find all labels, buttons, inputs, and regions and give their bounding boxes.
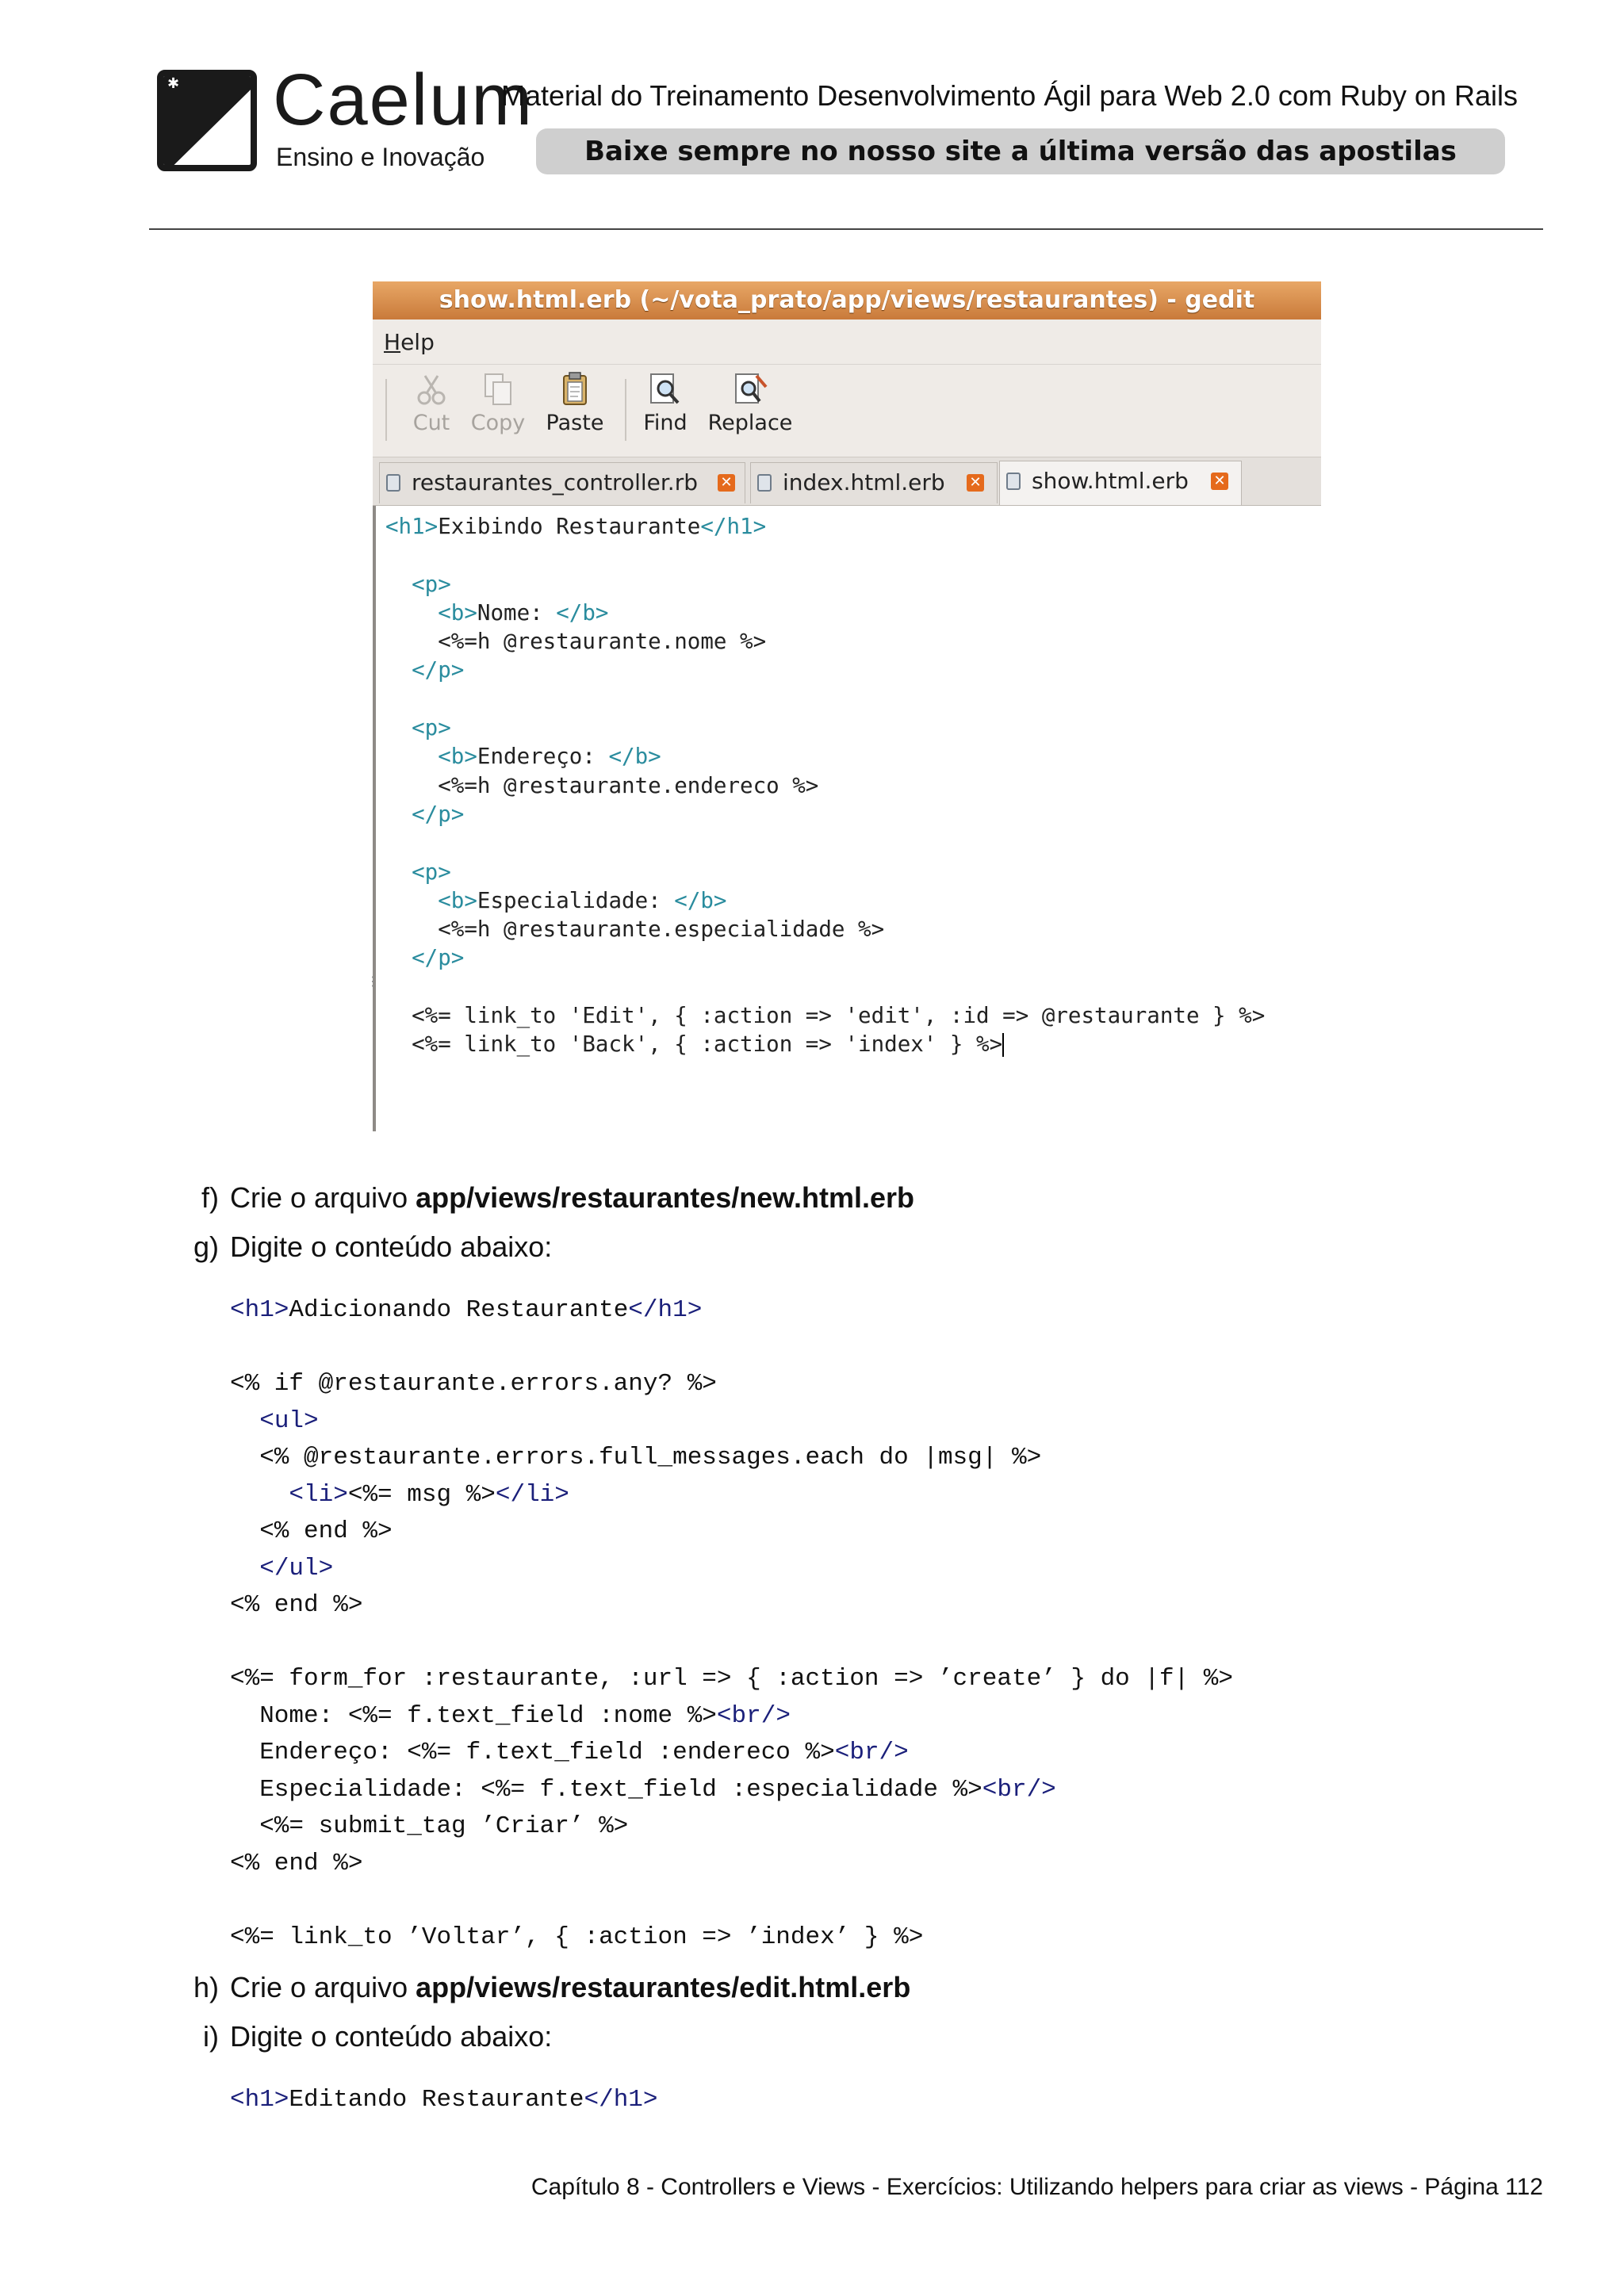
code-line: </p> <box>412 945 465 971</box>
code-block-new <box>230 1292 1233 1956</box>
editor-code <box>385 512 1265 1059</box>
code-line: <b>Endereço: </b> <box>438 744 661 770</box>
tab-label: restaurantes_controller.rb <box>412 469 698 496</box>
step-i-marker: i) <box>203 2020 219 2053</box>
step-f-marker: f) <box>201 1181 219 1214</box>
document-icon <box>757 474 772 492</box>
find-label: Find <box>643 411 688 435</box>
code-line: Nome: <%= f.text_field :nome %><br/> <box>230 1701 791 1730</box>
tab-label: index.html.erb <box>783 469 945 496</box>
code-line: <ul> <box>259 1406 319 1435</box>
document-icon <box>1006 473 1021 490</box>
copy-icon <box>481 371 515 408</box>
code-line: <%=h @restaurante.especialidade %> <box>385 916 885 943</box>
code-line: <p> <box>412 715 451 741</box>
step-f-text <box>230 1181 914 1215</box>
code-line: <p> <box>412 571 451 597</box>
code-line: <p> <box>412 859 451 885</box>
replace-icon <box>733 371 768 408</box>
step-h-text <box>230 1971 910 2004</box>
code-line: <h1>Editando Restaurante</h1> <box>230 2086 658 2114</box>
replace-button[interactable] <box>704 371 796 435</box>
code-line: Especialidade: <%= f.text_field :especialidade %><br/> <box>230 1775 1056 1804</box>
code-line <box>230 1330 1233 1367</box>
pane-grip-icon: ⋮ <box>366 975 379 989</box>
code-line: Endereço: <%= f.text_field :endereco %><br/> <box>230 1739 909 1766</box>
tab-restaurantes-controller[interactable] <box>379 462 745 503</box>
step-g-text: Digite o conteúdo abaixo: <box>230 1230 553 1263</box>
page-footer: Capítulo 8 - Controllers e Views - Exercícios: Utilizando helpers para criar as views - Página 112 <box>530 2174 1543 2200</box>
code-line: <b>Nome: </b> <box>438 599 609 626</box>
code-line <box>385 973 1265 1001</box>
paste-label: Paste <box>546 411 604 435</box>
close-tab-icon[interactable]: ✕ <box>1211 473 1228 490</box>
code-line: <%= submit_tag ’Criar’ %> <box>230 1812 629 1840</box>
code-line: </p> <box>412 657 465 683</box>
close-tab-icon[interactable]: ✕ <box>967 474 984 492</box>
clipboard-icon <box>557 371 592 408</box>
code-line: <li><%= msg %></li> <box>289 1480 569 1509</box>
cut-label: Cut <box>412 411 450 435</box>
code-line <box>385 828 1265 857</box>
code-line: </ul> <box>259 1554 334 1582</box>
toolbar-separator <box>385 379 387 441</box>
code-line <box>385 541 1265 569</box>
step-i-text: Digite o conteúdo abaixo: <box>230 2020 553 2053</box>
tab-bar <box>373 457 1321 507</box>
tab-index-html-erb[interactable] <box>750 462 998 503</box>
step-h-prefix: Crie o arquivo <box>230 1971 416 2003</box>
code-line: <% end %> <box>230 1849 363 1877</box>
code-line: <%= link_to 'Back', { :action => 'index' } %> <box>385 1031 1003 1058</box>
code-line <box>230 1882 1233 1919</box>
copy-button[interactable] <box>465 371 531 435</box>
code-line: <b>Especialidade: </b> <box>438 887 727 913</box>
code-line: <%=h @restaurante.endereco %> <box>385 772 819 798</box>
brand-name: Caelum <box>273 59 534 140</box>
code-line <box>385 685 1265 714</box>
find-icon <box>648 371 683 408</box>
step-h-marker: h) <box>193 1971 219 2003</box>
code-line: <%= form_for :restaurante, :url => { :action => ’create’ } do |f| %> <box>230 1665 1234 1693</box>
code-line: <%=h @restaurante.nome %> <box>385 629 767 655</box>
document-icon <box>386 474 400 492</box>
document-title: Material do Treinamento Desenvolvimento Ágil para Web 2.0 com Ruby on Rails <box>501 79 1518 112</box>
step-f-prefix: Crie o arquivo <box>230 1181 416 1214</box>
cut-button[interactable] <box>408 371 455 435</box>
code-line: <%= link_to ’Voltar’, { :action => ’index’ } %> <box>230 1923 924 1951</box>
code-line: <h1>Exibindo Restaurante</h1> <box>385 514 767 539</box>
editor-text-area[interactable] <box>366 506 1321 1131</box>
code-block-edit <box>230 2082 658 2119</box>
code-line: <h1>Adicionando Restaurante</h1> <box>230 1296 703 1324</box>
menu-bar <box>373 320 1321 365</box>
brand-tagline: Ensino e Inovação <box>276 143 485 171</box>
code-line: <% end %> <box>230 1591 363 1619</box>
toolbar-separator <box>625 379 626 441</box>
tab-show-html-erb[interactable] <box>999 461 1242 505</box>
code-line: <%= link_to 'Edit', { :action => 'edit', :id => @restaurante } %> <box>385 1003 1266 1029</box>
toolbar <box>373 365 1321 457</box>
tab-label: show.html.erb <box>1032 468 1189 494</box>
step-h-path: app/views/restaurantes/edit.html.erb <box>416 1971 911 2003</box>
code-line: </p> <box>412 801 465 827</box>
code-line <box>230 1624 1233 1662</box>
scissors-icon <box>414 371 449 408</box>
code-line: <% end %> <box>230 1517 393 1545</box>
step-f-path: app/views/restaurantes/new.html.erb <box>416 1181 914 1214</box>
replace-label: Replace <box>707 411 793 435</box>
logo-star-icon: ✱ <box>167 75 180 91</box>
window-title: show.html.erb (~/vota_prato/app/views/restaurantes) - gedit <box>373 281 1321 320</box>
text-cursor <box>1002 1033 1004 1057</box>
code-line: <% @restaurante.errors.full_messages.each do |msg| %> <box>230 1444 1042 1471</box>
step-g-marker: g) <box>193 1230 219 1263</box>
code-line: <% if @restaurante.errors.any? %> <box>230 1370 717 1398</box>
menu-help[interactable]: Help <box>384 329 435 355</box>
close-tab-icon[interactable]: ✕ <box>718 474 735 492</box>
menu-help-rest: elp <box>400 329 435 355</box>
copy-label: Copy <box>470 411 526 435</box>
download-banner: Baixe sempre no nosso site a última versão das apostilas <box>536 128 1505 174</box>
paste-button[interactable] <box>539 371 611 435</box>
gedit-window <box>366 281 1321 1131</box>
header-divider <box>149 228 1543 230</box>
find-button[interactable] <box>638 371 693 435</box>
